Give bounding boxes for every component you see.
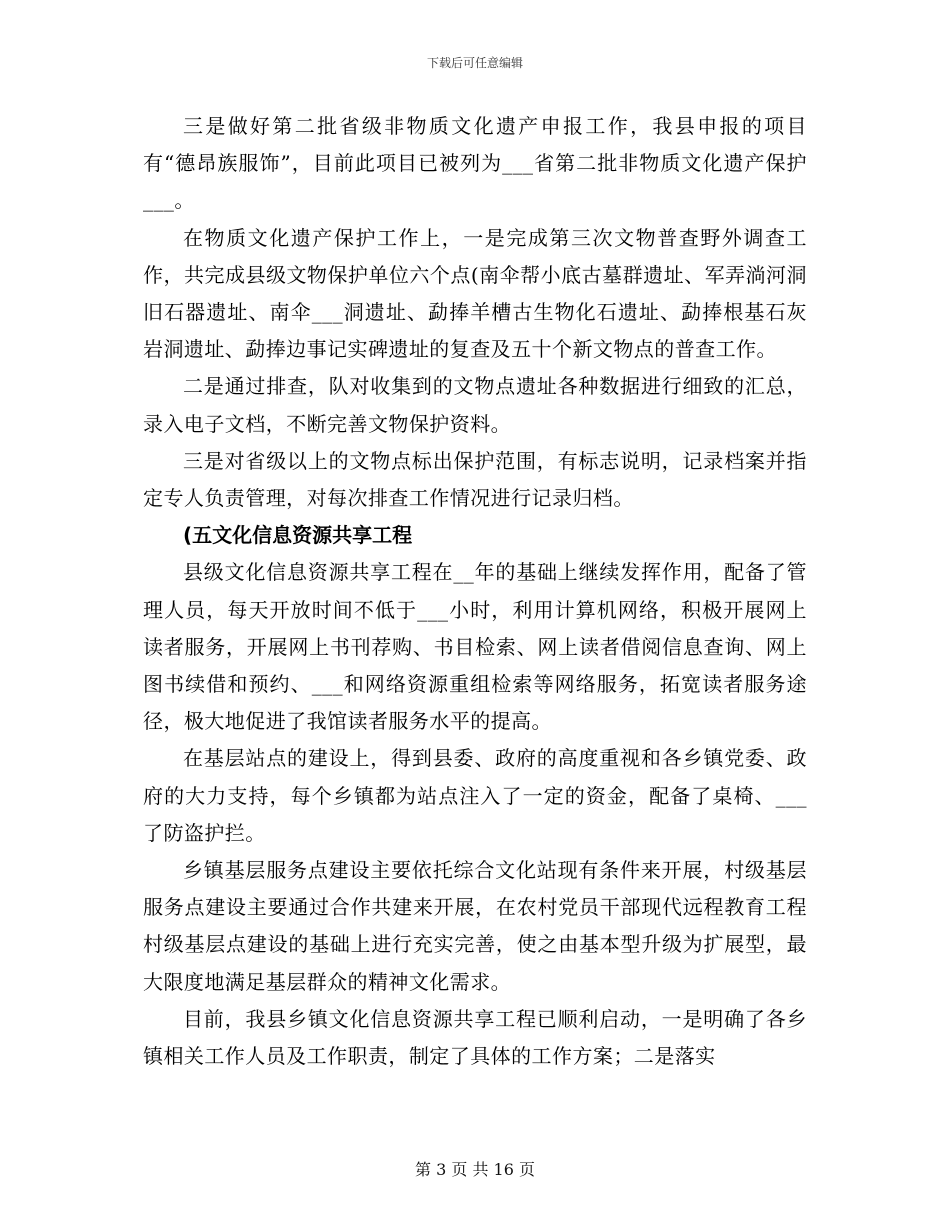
page-header-note: 下载后可任意编辑 <box>426 56 523 70</box>
paragraph: 三是对省级以上的文物点标出保护范围，有标志说明，记录档案并指定专人负责管理，对每次排查工作情况进行记录归档。 <box>143 448 807 511</box>
paragraph: 县级文化信息资源共享工程在__年的基础上继续发挥作用，配备了管理人员，每天开放时间不低于___小时，利用计算机网络，积极开展网上读者服务，开展网上书刊荐购、书目检索、网上读者借阅信息查询、网上图书续借和预约、___和网络资源重组检索等网络服务，拓宽读者服务途径，极大地促进了我馆读者服务水平的提高。 <box>143 560 807 734</box>
paragraph: 二是通过排查，队对收集到的文物点遗址各种数据进行细致的汇总，录入电子文档，不断完善文物保护资料。 <box>143 374 807 436</box>
paragraph: 在基层站点的建设上，得到县委、政府的高度重视和各乡镇党委、政府的大力支持，每个乡镇都为站点注入了一定的资金，配备了桌椅、___了防盗护拦。 <box>143 746 807 845</box>
paragraph: 三是做好第二批省级非物质文化遗产申报工作，我县申报的项目有“德昂族服饰”，目前此项目已被列为___省第二批非物质文化遗产保护___。 <box>143 114 807 213</box>
document-body <box>143 108 807 1075</box>
paragraph: 在物质文化遗产保护工作上，一是完成第三次文物普查野外调查工作，共完成县级文物保护单位六个点(南伞帮小底古墓群遗址、军弄淌河洞旧石器遗址、南伞___洞遗址、勐捧羊槽古生物化石遗址、勐捧根基石灰岩洞遗址、勐捧边事记实碑遗址的复查及五十个新文物点的普查工作。 <box>143 225 807 362</box>
page-number: 第 3 页 共 16 页 <box>415 1160 535 1179</box>
section-heading: (五文化信息资源共享工程 <box>183 523 413 548</box>
paragraph: 乡镇基层服务点建设主要依托综合文化站现有条件来开展，村级基层服务点建设主要通过合作共建来开展，在农村党员干部现代远程教育工程村级基层点建设的基础上进行充实完善，使之由基本型升级为扩展型，最大限度地满足基层群众的精神文化需求。 <box>143 858 807 994</box>
paragraph: 目前，我县乡镇文化信息资源共享工程已顺利启动，一是明确了各乡镇相关工作人员及工作职责，制定了具体的工作方案；二是落实 <box>143 1006 807 1069</box>
